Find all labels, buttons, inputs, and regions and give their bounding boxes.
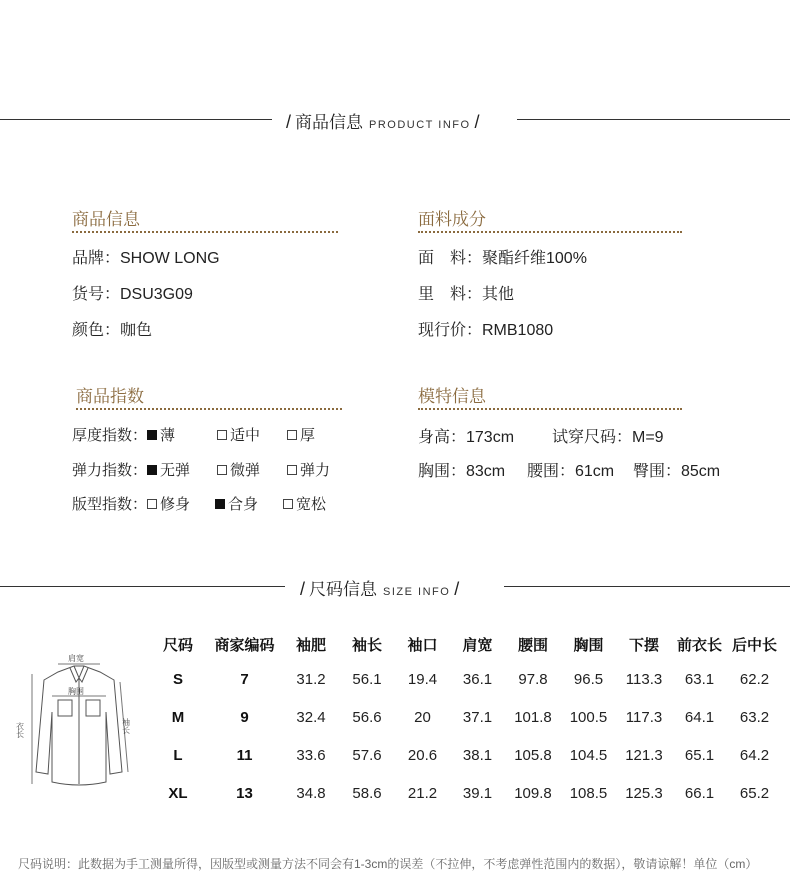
brand: 品牌：SHOW LONG	[72, 250, 220, 267]
index-option	[147, 493, 215, 514]
size-table-header-cell: 胸围	[573, 636, 604, 654]
diagram-sleeve-label: 袖长	[121, 718, 131, 734]
size-note: 尺码说明：此数据为手工测量所得，因版型或测量方法不同会有1-3cm的误差（不拉伸，不考虑弹性范围内的数据），敬请谅解！单位（cm）	[18, 857, 758, 871]
size-table-cell: 65.2	[739, 784, 770, 802]
unchecked-box-icon	[287, 430, 297, 440]
index-option	[217, 424, 287, 445]
lining-label: 里	[418, 286, 435, 303]
index-option-label: 合身	[228, 496, 259, 513]
size-table-cell: 64.2	[739, 746, 770, 764]
checked-box-icon	[215, 499, 225, 509]
thickness-index	[72, 424, 315, 445]
model-size: 试穿尺码：M=9	[552, 429, 664, 446]
size-table-cell: 100.5	[569, 708, 608, 726]
table-row	[150, 660, 782, 698]
size-table-cell: 97.8	[518, 670, 548, 688]
size-table-cell: 96.5	[573, 670, 604, 688]
right-pocket	[86, 700, 100, 716]
size-table-header-cell: 袖口	[407, 636, 438, 654]
shirt-diagram	[15, 652, 138, 792]
size-table-cell: XL	[168, 784, 188, 802]
size-table-cell: 101.8	[514, 708, 552, 726]
unchecked-box-icon	[147, 499, 157, 509]
index-option-label: 无弹	[160, 462, 191, 479]
outer-label: 面	[418, 250, 435, 267]
diagram-shoulder-label: 肩宽	[68, 654, 84, 663]
size-table-cell: M	[171, 708, 185, 726]
price: 现行价：RMB1080	[418, 322, 554, 339]
size-table-cell: 34.8	[296, 784, 326, 802]
size-table-cell: 121.3	[625, 746, 663, 764]
size-table-cell: L	[173, 746, 183, 764]
divider-left	[0, 586, 285, 587]
lining-value: 料：其他	[450, 286, 515, 303]
outer-fabric	[418, 245, 587, 268]
table-row	[150, 736, 782, 774]
size-info-title: 尺码信息	[309, 580, 378, 599]
indices-title: 商品指数	[76, 387, 144, 406]
dotted-divider	[418, 231, 682, 233]
product-info-title-en: PRODUCT INFO	[369, 119, 471, 131]
slash: /	[454, 579, 460, 599]
size-table-cell: 58.6	[352, 784, 382, 802]
size-table-cell: S	[172, 670, 183, 688]
size-table-cell: 56.6	[352, 708, 382, 726]
size-table-body	[150, 660, 782, 812]
size-table-cell: 21.2	[407, 784, 438, 802]
size-table-cell: 20.6	[407, 746, 438, 764]
size-table-header-cell: 后中长	[731, 636, 777, 654]
checked-box-icon	[147, 465, 157, 475]
lining-fabric	[418, 281, 514, 304]
index-option	[283, 493, 326, 514]
unchecked-box-icon	[283, 499, 293, 509]
index-option-label: 弹力	[300, 462, 331, 479]
size-table-cell: 108.5	[569, 784, 608, 802]
model-waist: 腰围：61cm	[527, 463, 615, 480]
index-option	[287, 424, 315, 445]
product-info-title: 商品信息	[295, 113, 364, 132]
index-option	[217, 459, 287, 480]
size-table-cell: 7	[240, 670, 249, 688]
size-info-header	[296, 575, 463, 600]
size-table-header-cell: 袖肥	[295, 636, 326, 654]
size-table-cell: 39.1	[462, 784, 493, 802]
fit-index	[72, 493, 326, 514]
divider-left	[0, 119, 272, 120]
table-row	[150, 698, 782, 736]
size-table-cell: 32.4	[296, 708, 326, 726]
size-table-header-cell: 前衣长	[676, 636, 722, 654]
size-table-header-cell: 商家编码	[214, 636, 275, 654]
index-option-label: 微弹	[230, 462, 261, 479]
size-table-cell: 37.1	[462, 708, 493, 726]
slash: /	[300, 579, 306, 599]
index-option	[215, 493, 283, 514]
size-table-cell: 63.2	[739, 708, 770, 726]
index-option-label: 厚	[300, 427, 316, 444]
sku: 货号：DSU3G09	[72, 286, 193, 303]
size-table-cell: 105.8	[514, 746, 552, 764]
size-table-cell: 38.1	[462, 746, 493, 764]
divider-right	[517, 119, 790, 120]
table-row	[150, 774, 782, 812]
product-info-header	[282, 108, 484, 133]
size-table-cell: 113.3	[625, 670, 663, 688]
size-table-cell: 109.8	[514, 784, 552, 802]
basic-info-title: 商品信息	[72, 210, 140, 229]
size-table-cell: 19.4	[407, 670, 438, 688]
unchecked-box-icon	[287, 465, 297, 475]
slash: /	[286, 112, 292, 132]
size-table-header-cell: 尺码	[162, 636, 193, 654]
model-chest: 胸围：83cm	[418, 463, 506, 480]
index-option-label: 适中	[230, 427, 261, 444]
index-option-label: 宽松	[296, 496, 327, 513]
color: 颜色：咖色	[72, 322, 153, 339]
size-table	[150, 628, 782, 812]
dotted-divider	[76, 408, 342, 410]
size-table-cell: 33.6	[296, 746, 326, 764]
stretch-label: 弹力指数：	[72, 462, 148, 479]
slash: /	[474, 112, 480, 132]
dotted-divider	[72, 231, 338, 233]
size-table-cell: 64.1	[684, 708, 715, 726]
size-table-header-cell: 肩宽	[462, 636, 493, 654]
model-title: 模特信息	[418, 387, 486, 406]
unchecked-box-icon	[217, 465, 227, 475]
index-option	[287, 459, 330, 480]
size-table-header-cell: 腰围	[517, 636, 548, 654]
stretch-index	[72, 459, 330, 480]
left-pocket	[58, 700, 72, 716]
thickness-label: 厚度指数：	[72, 427, 148, 444]
divider-right	[504, 586, 790, 587]
dotted-divider	[418, 408, 682, 410]
size-table-cell: 36.1	[462, 670, 493, 688]
size-table-cell: 13	[236, 784, 253, 802]
size-table-cell: 62.2	[739, 670, 770, 688]
index-option	[147, 459, 217, 480]
size-info-title-en: SIZE INFO	[383, 586, 451, 598]
outer-value: 料：聚酯纤维100%	[450, 250, 587, 267]
size-table-cell: 125.3	[625, 784, 663, 802]
fabric-title: 面料成分	[418, 210, 486, 229]
size-table-cell: 57.6	[352, 746, 382, 764]
size-table-cell: 66.1	[684, 784, 715, 802]
size-table-cell: 9	[240, 708, 249, 726]
checked-box-icon	[147, 430, 157, 440]
size-table-cell: 117.3	[625, 708, 663, 726]
size-table-cell: 63.1	[684, 670, 715, 688]
size-table-cell: 31.2	[296, 670, 326, 688]
size-table-cell: 11	[236, 746, 253, 764]
diagram-length-label: 衣长	[15, 722, 25, 738]
unchecked-box-icon	[217, 430, 227, 440]
model-height: 身高：173cm	[418, 429, 515, 446]
fit-label: 版型指数：	[72, 496, 148, 513]
size-table-cell: 104.5	[569, 746, 608, 764]
index-option	[147, 424, 217, 445]
model-hip: 臀围：85cm	[633, 463, 721, 480]
size-table-cell: 65.1	[684, 746, 715, 764]
diagram-chest-label: 胸围	[68, 687, 84, 696]
size-table-header	[150, 628, 782, 660]
index-option-label: 薄	[160, 427, 176, 444]
index-option-label: 修身	[160, 496, 191, 513]
size-table-cell: 20	[414, 708, 431, 726]
size-table-cell: 56.1	[352, 670, 382, 688]
size-table-header-cell: 下摆	[628, 636, 659, 654]
size-table-header-cell: 袖长	[351, 636, 382, 654]
